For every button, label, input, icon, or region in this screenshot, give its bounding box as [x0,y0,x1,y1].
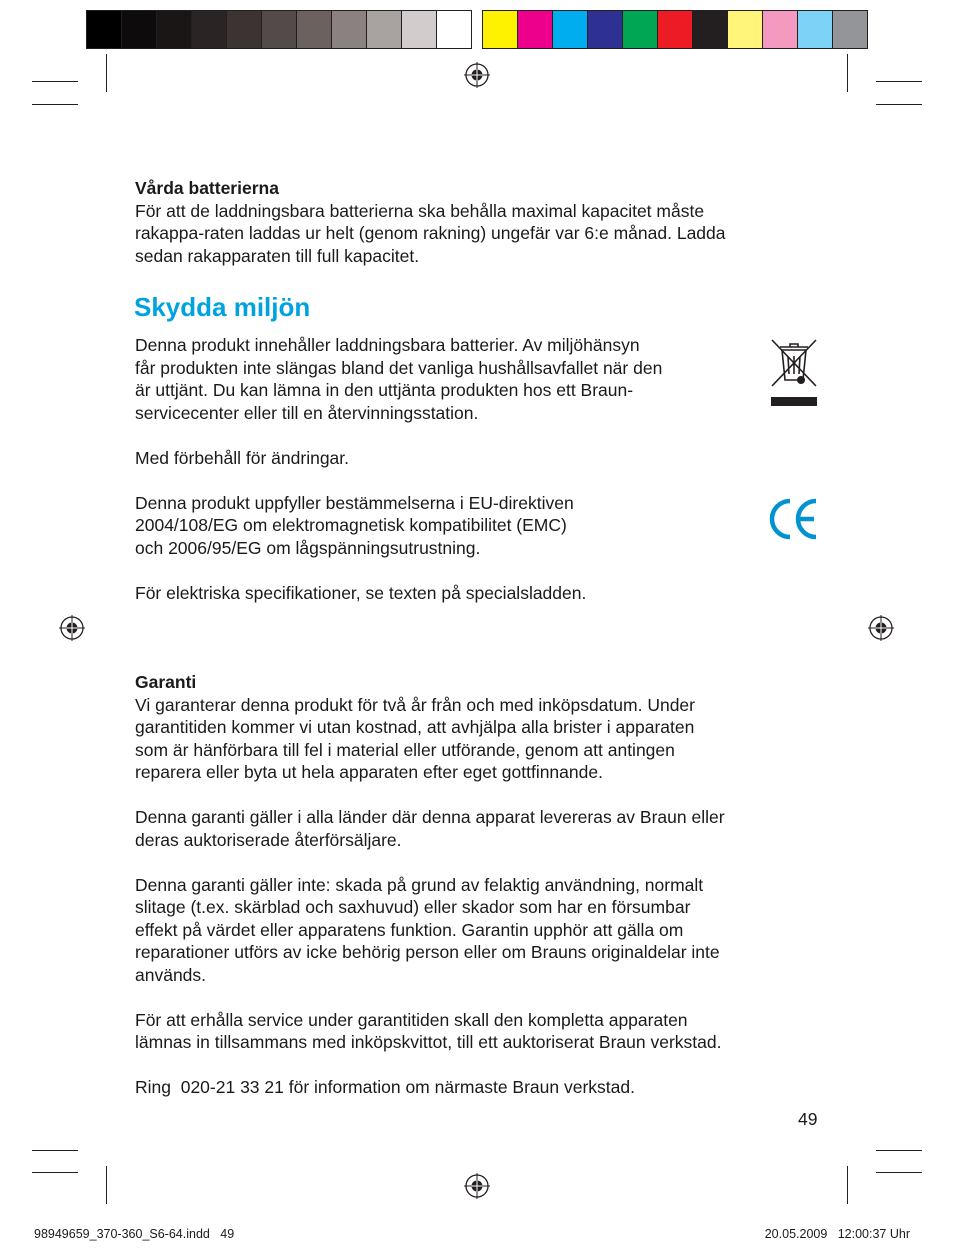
slug-timestamp: 20.05.2009 12:00:37 Uhr [764,1227,910,1241]
body-line: lämnas in tillsammans med inköpskvittot, till ett auktoriserat Braun verkstad. [135,1032,722,1052]
crop-mark [847,1166,848,1204]
color-swatch [588,11,623,48]
body-line: sedan rakapparaten till full kapacitet. [135,245,420,266]
body-line: Vi garanterar denna produkt för två år från och med inköpsdatum. Under [135,694,695,715]
crossed-out-wheelie-bin-icon [768,336,820,408]
body-line: För att erhålla service under garantitiden skall den kompletta apparaten [135,1009,688,1030]
body-line: Denna garanti gäller i alla länder där denna apparat levereras av Braun eller [135,807,725,827]
body-line: 2004/108/EG om elektromagnetisk kompatibilitet (EMC) [135,515,567,535]
color-swatch [122,11,157,48]
color-swatch [483,11,518,48]
crop-mark [32,81,78,82]
body-line: För att de laddningsbara batterierna ska behålla maximal kapacitet måste [135,200,705,221]
color-swatch [763,11,798,48]
battery-care-title: Vårda batterierna [135,178,279,198]
body-line: slitage (t.ex. skärblad och saxhuvud) eller skador som har en försumbar [135,897,691,917]
registration-mark-icon [59,615,85,641]
body-line: Denna produkt innehåller laddningsbara batterier. Av miljöhänsyn [135,335,640,355]
body-line: reparationer utförs av icke behörig person eller om Brauns originaldelar inte [135,942,720,962]
color-swatch [833,11,867,48]
process-color-bar [482,10,868,49]
crop-mark [876,1172,922,1173]
body-line: får produkten inte slängas bland det vanliga hushållsavfallet när den [135,357,663,378]
crop-mark [106,54,107,92]
ce-mark-icon [768,496,822,542]
color-swatch [658,11,693,48]
environment-section [135,334,662,604]
registration-mark-icon [464,62,490,88]
crop-mark [876,81,922,82]
body-line: och 2006/95/EG om lågspänningsutrustning. [135,537,481,558]
registration-mark-icon [868,615,894,641]
body-line: används. [135,964,207,985]
crop-mark [847,54,848,92]
color-swatch [157,11,192,48]
color-swatch [262,11,297,48]
crop-mark [32,104,78,105]
body-line: rakappa-raten laddas ur helt (genom rakning) ungefär var 6:e månad. Ladda [135,223,726,243]
body-line: servicecenter eller till en återvinningsstation. [135,402,479,423]
body-line: reparera eller byta ut hela apparaten efter eget gottfinnande. [135,762,603,782]
color-swatch [518,11,553,48]
body-line: garantitiden kommer vi utan kostnad, att avhjälpa alla brister i apparaten [135,717,695,737]
warranty-title: Garanti [135,672,197,692]
crop-mark [876,104,922,105]
crop-mark [32,1172,78,1173]
body-line: effekt på värdet eller apparatens funktion. Garantin upphör att gälla om [135,919,684,940]
body-line: deras auktoriserade återförsäljare. [135,829,402,850]
reservation-text: Med förbehåll för ändringar. [135,447,350,468]
color-swatch [798,11,833,48]
environment-heading: Skydda miljön [134,292,311,322]
color-swatch [553,11,588,48]
registration-mark-icon [464,1173,490,1199]
warranty-section [135,671,725,1099]
page-number: 49 [798,1109,818,1129]
color-swatch [192,11,227,48]
crop-mark [876,1150,922,1151]
color-swatch [437,11,471,48]
crop-mark [106,1166,107,1204]
color-swatch [227,11,262,48]
color-swatch [367,11,402,48]
crop-mark [32,1150,78,1151]
body-line: som är hänförbara till fel i material eller utförande, genom att antingen [135,739,675,760]
grayscale-color-bar [86,10,472,49]
body-line: Denna garanti gäller inte: skada på grund av felaktig användning, normalt [135,874,704,895]
color-swatch [332,11,367,48]
body-line: Denna produkt uppfyller bestämmelserna i EU-direktiven [135,492,574,513]
battery-care-section [135,177,726,267]
body-line: är uttjänt. Du kan lämna in den uttjänta produkten hos ett Braun- [135,380,634,400]
service-phone-line: Ring 020-21 33 21 för information om närmaste Braun verkstad. [135,1077,635,1097]
color-swatch [87,11,122,48]
spec-text: För elektriska specifikationer, se texten på specialsladden. [135,582,587,603]
color-swatch [623,11,658,48]
color-swatch [693,11,728,48]
color-swatch [402,11,437,48]
color-swatch [728,11,763,48]
color-swatch [297,11,332,48]
slug-file-info: 98949659_370-360_S6-64.indd 49 [34,1227,235,1241]
